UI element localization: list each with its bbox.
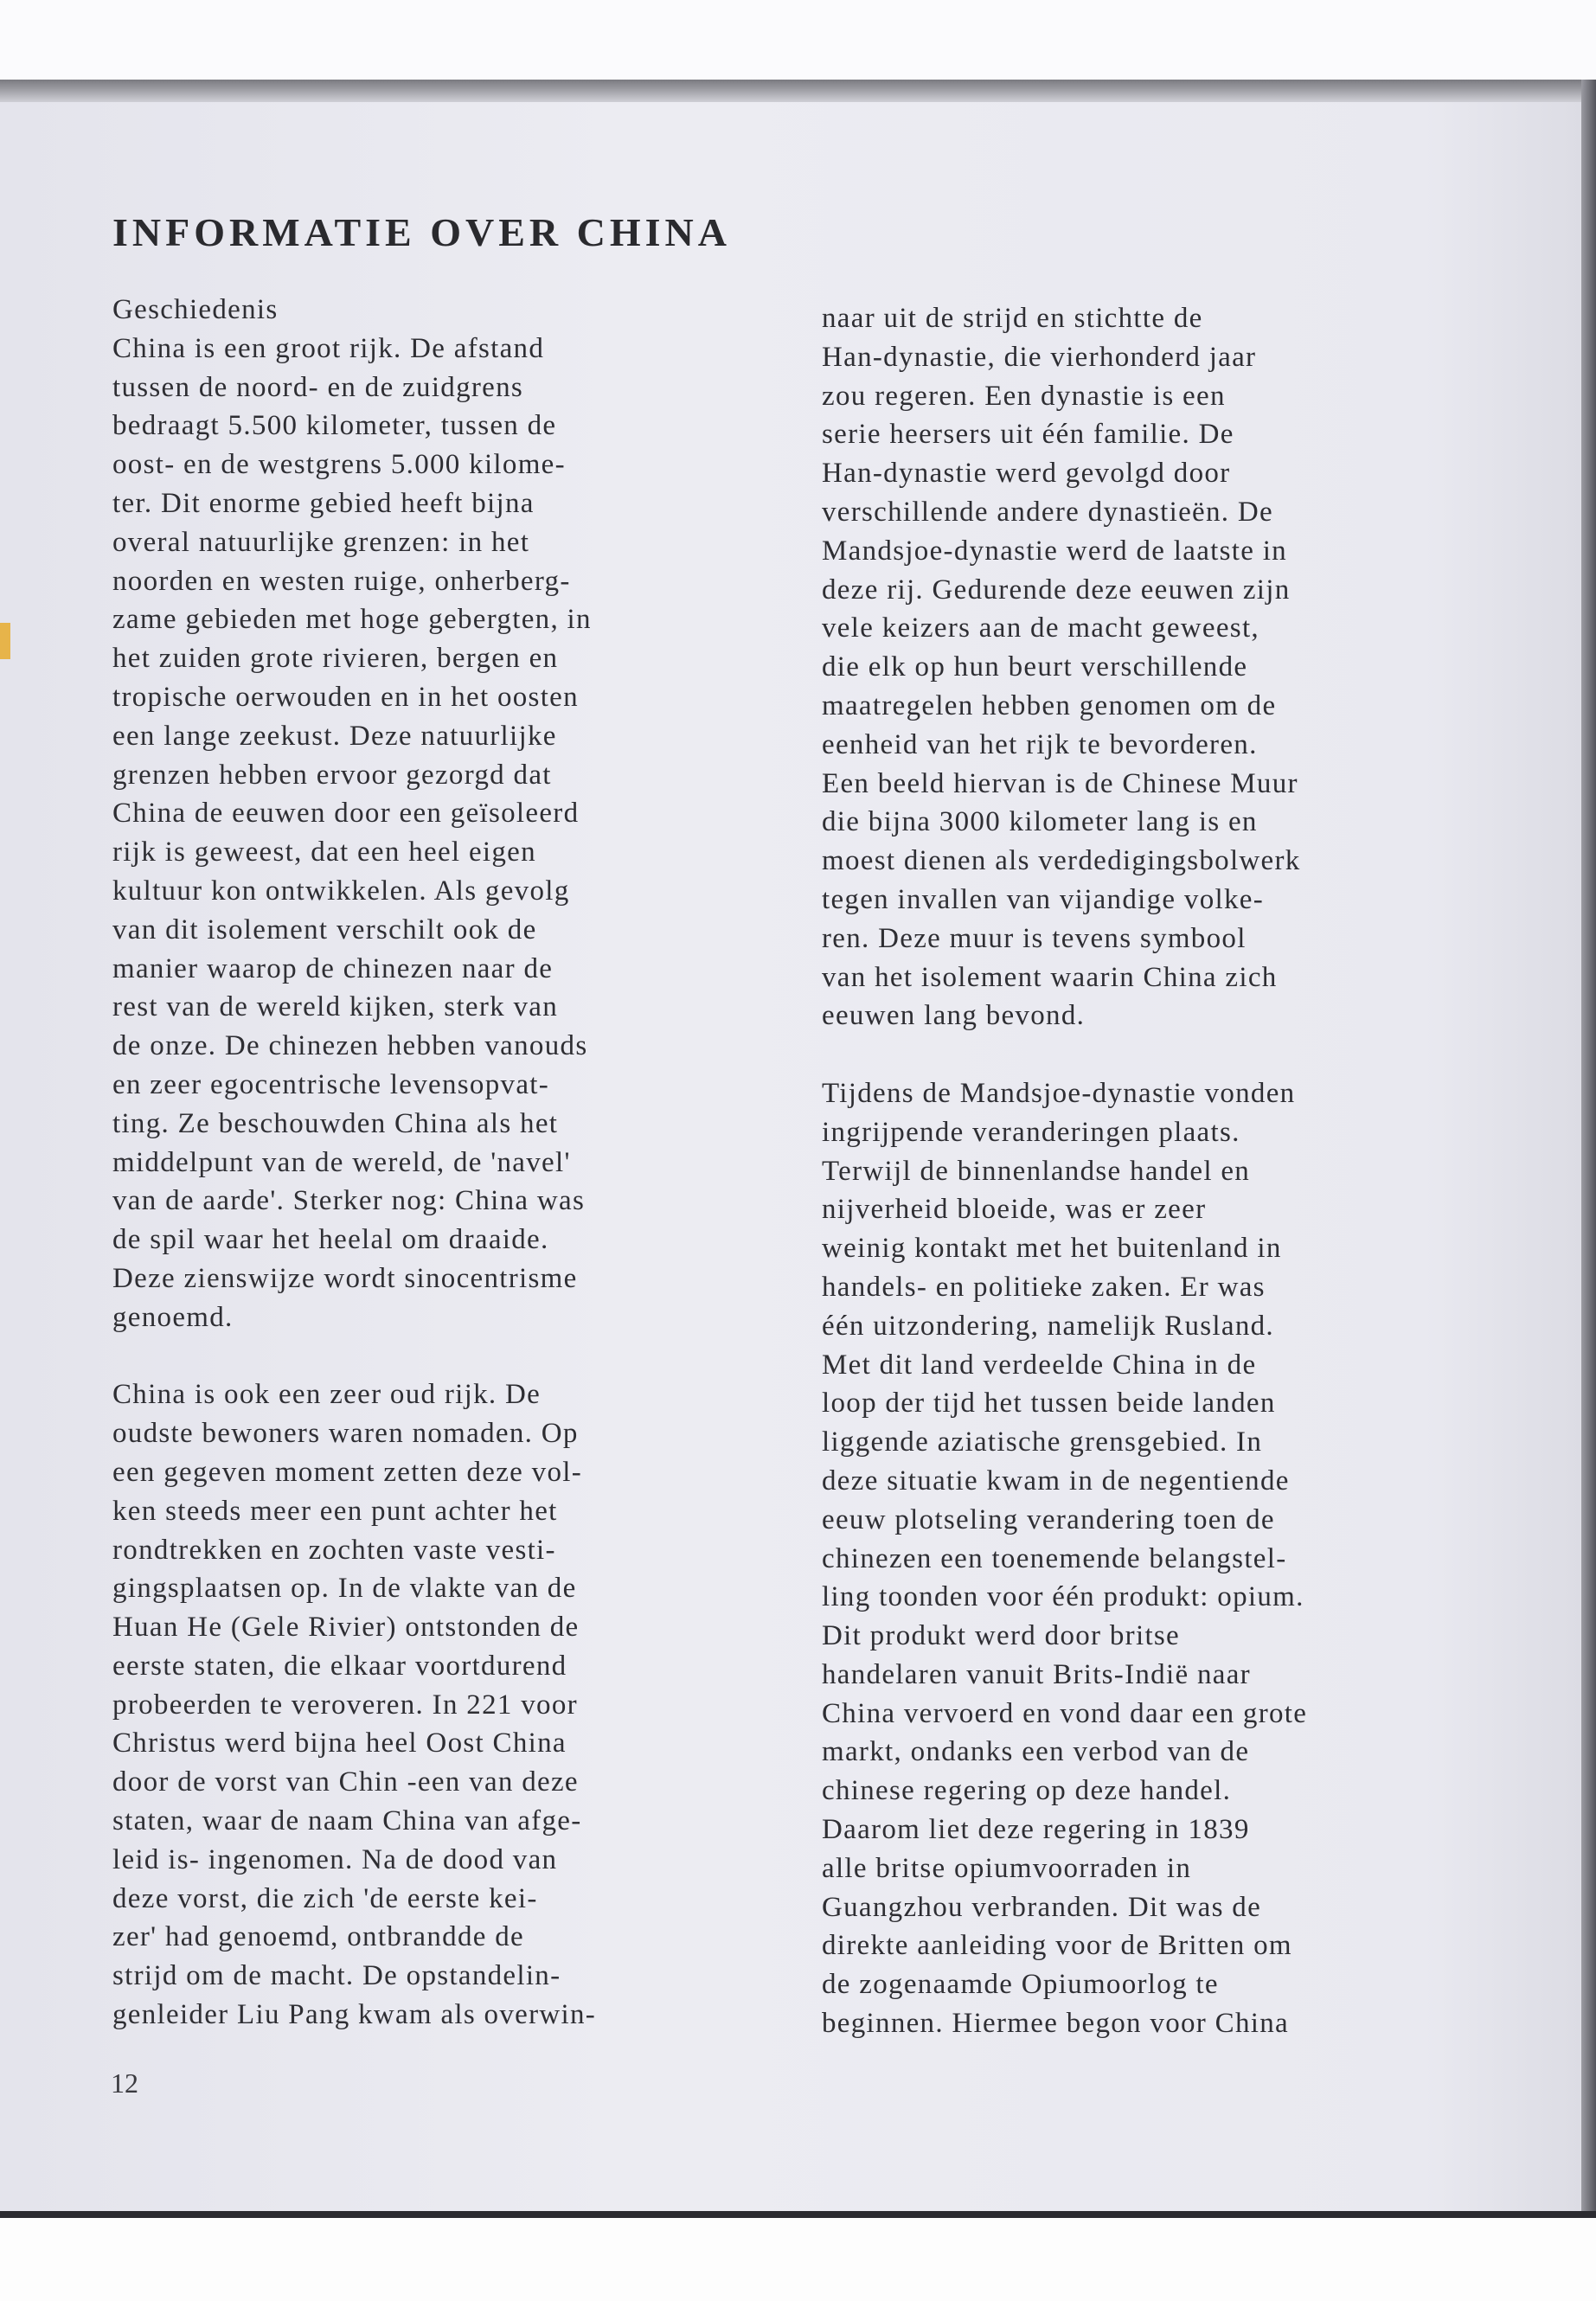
text-line: overal natuurlijke grenzen: in het [112, 526, 530, 558]
text-line: deze situatie kwam in de negentiende [822, 1465, 1290, 1497]
text-line: Met dit land verdeelde China in de [822, 1349, 1257, 1381]
text-line: die bijna 3000 kilometer lang is en [822, 806, 1258, 838]
text-line: oudste bewoners waren nomaden. Op [112, 1418, 579, 1450]
text-line: van het isolement waarin China zich [822, 961, 1278, 993]
text-line: chinezen een toenemende belangstel- [822, 1542, 1287, 1574]
text-line: China is een groot rijk. De afstand [112, 332, 545, 364]
text-line: direkte aanleiding voor de Britten om [822, 1930, 1292, 1962]
text-line: loop der tijd het tussen beide landen [822, 1388, 1276, 1420]
text-line: zer' had genoemd, ontbrandde de [112, 1921, 524, 1953]
text-line [112, 1337, 596, 1376]
text-line: eeuwen lang bevond. [822, 1000, 1086, 1032]
text-line: markt, ondanks een verbod van de [822, 1736, 1250, 1768]
text-line: Deze zienswijze wordt sinocentrisme [112, 1262, 578, 1294]
text-line: de spil waar het heelal om draaide. [112, 1224, 549, 1256]
page-title: INFORMATIE OVER CHINA [112, 210, 731, 254]
text-line: die elk op hun beurt verschillende [822, 651, 1248, 683]
text-line: door de vorst van Chin -een van deze [112, 1766, 579, 1798]
text-line: manier waarop de chinezen naar de [112, 952, 554, 984]
text-line: weinig kontakt met het buitenland in [822, 1233, 1282, 1265]
text-line: rijk is geweest, dat een heel eigen [112, 836, 536, 868]
text-line: zou regeren. Een dynastie is een [822, 380, 1226, 412]
text-line: Christus werd bijna heel Oost China [112, 1727, 567, 1759]
text-line: gingsplaatsen op. In de vlakte van de [112, 1573, 577, 1605]
text-line: China de eeuwen door een geïsoleerd [112, 798, 580, 830]
text-line: eerste staten, die elkaar voortdurend [112, 1650, 567, 1682]
text-line: deze rij. Gedurende deze eeuwen zijn [822, 574, 1291, 606]
text-line: chinese regering op deze handel. [822, 1775, 1232, 1807]
text-line: een gegeven moment zetten deze vol- [112, 1456, 583, 1488]
text-line: Dit produkt werd door britse [822, 1620, 1180, 1652]
scan-right-edge [1581, 80, 1596, 2221]
text-line: beginnen. Hiermee begon voor China [822, 2008, 1289, 2040]
text-line: noorden en westen ruige, onherberg- [112, 565, 571, 597]
text-line: ting. Ze beschouwden China als het [112, 1107, 559, 1139]
text-line: naar uit de strijd en stichtte de [822, 303, 1203, 334]
text-line [822, 1035, 1307, 1074]
page-number: 12 [111, 2067, 138, 2099]
text-line: alle britse opiumvoorraden in [822, 1852, 1192, 1884]
text-line: middelpunt van de wereld, de 'navel' [112, 1146, 571, 1178]
text-line: grenzen hebben ervoor gezorgd dat [112, 759, 552, 791]
text-line: eenheid van het rijk te bevorderen. [822, 728, 1258, 760]
text-line: Tijdens de Mandsjoe-dynastie vonden [822, 1077, 1296, 1109]
section-heading: Geschiedenis [112, 294, 279, 325]
text-line: liggende aziatische grensgebied. In [822, 1426, 1263, 1458]
text-line: Han-dynastie werd gevolgd door [822, 458, 1231, 490]
text-line: en zeer egocentrische levensopvat- [112, 1068, 550, 1100]
text-line: deze vorst, die zich 'de eerste kei- [112, 1882, 538, 1914]
text-line: tussen de noord- en de zuidgrens [112, 371, 524, 403]
text-line: het zuiden grote rivieren, bergen en [112, 643, 559, 675]
text-line: zame gebieden met hoge gebergten, in [112, 604, 592, 636]
text-line: tropische oerwouden en in het oosten [112, 681, 579, 713]
text-line: ter. Dit enorme gebied heeft bijna [112, 487, 535, 519]
text-line: rest van de wereld kijken, sterk van [112, 991, 559, 1023]
text-line: nijverheid bloeide, was er zeer [822, 1194, 1207, 1226]
text-line: ingrijpende veranderingen plaats. [822, 1116, 1240, 1148]
text-line: van dit isolement verschilt ook de [112, 913, 537, 945]
text-line: bedraagt 5.500 kilometer, tussen de [112, 410, 557, 442]
text-line: strijd om de macht. De opstandelin- [112, 1960, 561, 1992]
text-line: genleider Liu Pang kwam als overwin- [112, 1999, 597, 2031]
text-line: Daarom liet deze regering in 1839 [822, 1814, 1250, 1846]
text-line: handelaren vanuit Brits-Indië naar [822, 1658, 1251, 1690]
text-line: probeerden te veroveren. In 221 voor [112, 1689, 578, 1721]
text-line: maatregelen hebben genomen om de [822, 689, 1277, 721]
text-line: tegen invallen van vijandige volke- [822, 883, 1265, 915]
text-line: China vervoerd en vond daar een grote [822, 1697, 1308, 1729]
text-line: staten, waar de naam China van afge- [112, 1805, 582, 1837]
text-line: Een beeld hiervan is de Chinese Muur [822, 767, 1298, 799]
text-line: oost- en de westgrens 5.000 kilome- [112, 449, 566, 481]
text-line: rondtrekken en zochten vaste vesti- [112, 1534, 556, 1566]
text-line: ren. Deze muur is tevens symbool [822, 922, 1247, 954]
text-line: de zogenaamde Opiumoorlog te [822, 1969, 1219, 2001]
text-line: Guangzhou verbranden. Dit was de [822, 1891, 1262, 1923]
text-line: serie heersers uit één familie. De [822, 419, 1234, 451]
text-line: vele keizers aan de macht geweest, [822, 612, 1259, 644]
text-line: ken steeds meer een punt achter het [112, 1495, 558, 1527]
text-line: verschillende andere dynastieën. De [822, 496, 1273, 528]
text-line: kultuur kon ontwikkelen. Als gevolg [112, 875, 570, 907]
scan-margin [0, 2218, 1596, 2301]
text-line: Mandsjoe-dynastie werd de laatste in [822, 535, 1287, 567]
text-line: China is ook een zeer oud rijk. De [112, 1379, 542, 1411]
text-line: ling toonden voor één produkt: opium. [822, 1581, 1304, 1613]
text-line: een lange zeekust. Deze natuurlijke [112, 720, 557, 752]
text-line: Han-dynastie, die vierhonderd jaar [822, 341, 1257, 373]
bookmark-tab [0, 623, 10, 659]
text-line: van de aarde'. Sterker nog: China was [112, 1185, 586, 1217]
left-column [112, 291, 596, 2035]
right-column [822, 299, 1307, 2043]
scan-bottom-edge [0, 2211, 1596, 2218]
text-line: handels- en politieke zaken. Er was [822, 1271, 1266, 1303]
text-line: leid is- ingenomen. Na de dood van [112, 1843, 558, 1875]
text-line: Huan He (Gele Rivier) ontstonden de [112, 1612, 580, 1644]
scan-top-edge [0, 80, 1596, 102]
text-line: Terwijl de binnenlandse handel en [822, 1155, 1251, 1187]
text-line: moest dienen als verdedigingsbolwerk [822, 845, 1301, 877]
text-line: de onze. De chinezen hebben vanouds [112, 1030, 588, 1062]
text-line: eeuw plotseling verandering toen de [822, 1503, 1275, 1535]
text-line: genoemd. [112, 1301, 234, 1333]
text-line: één uitzondering, namelijk Rusland. [822, 1310, 1274, 1342]
